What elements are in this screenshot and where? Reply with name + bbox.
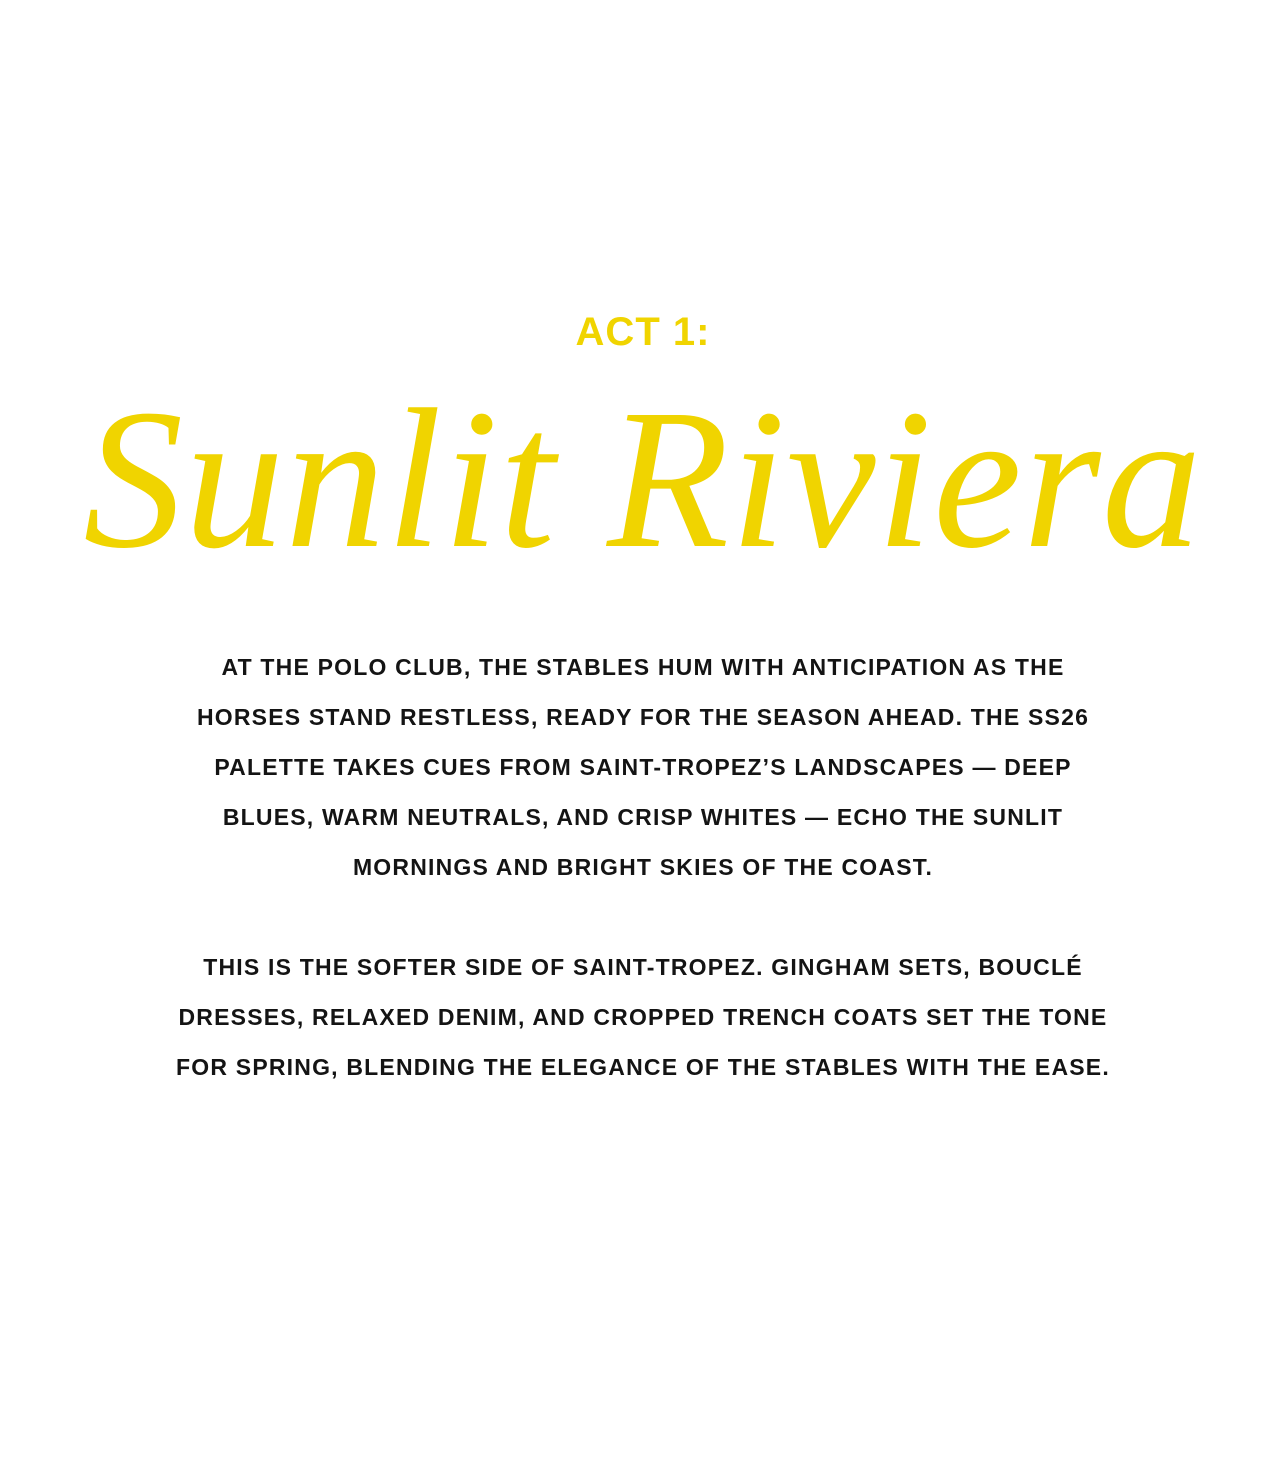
second-paragraph: [120, 942, 1166, 1092]
paragraph-line: PALETTE TAKES CUES FROM SAINT-TROPEZ’S LANDSCAPES — DEEP: [214, 754, 1072, 780]
paragraph-line: FOR SPRING, BLENDING THE ELEGANCE OF THE STABLES WITH THE EASE.: [176, 1054, 1110, 1080]
paragraph-line: BLUES, WARM NEUTRALS, AND CRISP WHITES — ECHO THE SUNLIT: [222, 804, 1064, 830]
paragraph-line: DRESSES, RELAXED DENIM, AND CROPPED TRENCH COATS SET THE TONE: [178, 1004, 1108, 1030]
paragraph-line: HORSES STAND RESTLESS, READY FOR THE SEASON AHEAD. THE SS26: [196, 704, 1090, 730]
paragraph-line: MORNINGS AND BRIGHT SKIES OF THE COAST.: [352, 854, 934, 880]
paragraph-line: AT THE POLO CLUB, THE STABLES HUM WITH ANTICIPATION AS THE: [221, 654, 1065, 680]
page-title: Sunlit Riviera: [83, 369, 1203, 590]
act-label: ACT 1:: [575, 310, 711, 354]
intro-paragraph: [120, 642, 1166, 892]
paragraph-line: THIS IS THE SOFTER SIDE OF SAINT-TROPEZ. GINGHAM SETS, BOUCLÉ: [203, 954, 1083, 980]
